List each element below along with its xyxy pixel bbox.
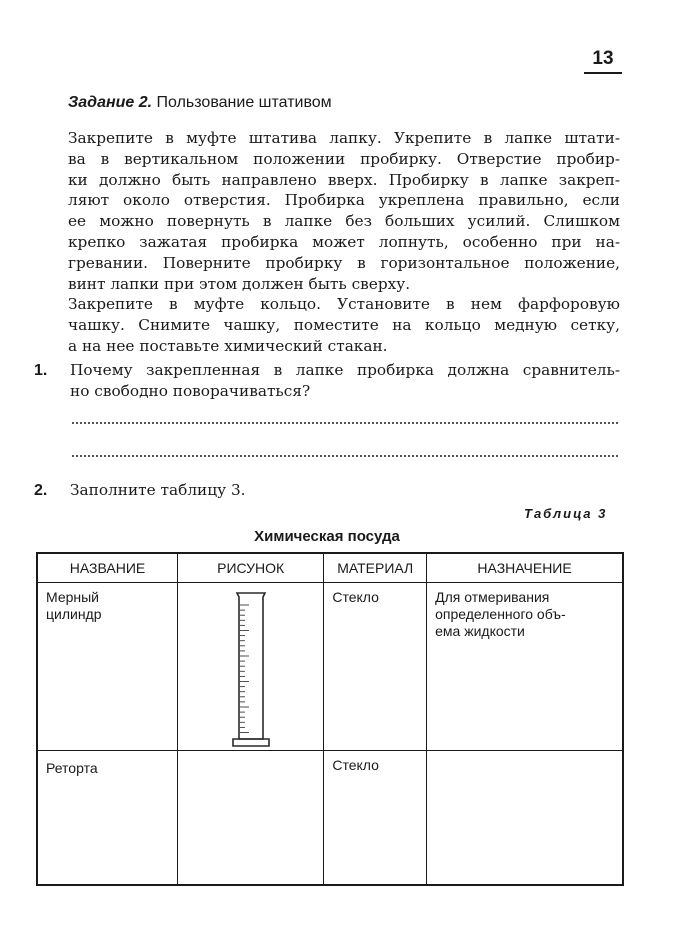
text-line: чашку. Снимите чашку, поместите на кольцо медную сетку,	[68, 315, 620, 334]
task-label: Задание 2.	[68, 94, 153, 111]
question-2-text	[70, 480, 620, 501]
cell-purpose[interactable]	[427, 583, 623, 751]
table-label: Таблица 3	[524, 506, 608, 521]
instructions-paragraph-1	[68, 128, 620, 294]
cell-name[interactable]	[37, 583, 177, 751]
text-line: Закрепите в муфте кольцо. Установите в нем фарфоровую	[68, 295, 620, 313]
text-line: Почему закрепленная в лапке пробирка должна сравнитель-	[70, 361, 620, 379]
header-name: НАЗВАНИЕ	[37, 553, 177, 583]
text-line: Заполните таблицу 3.	[70, 481, 246, 499]
text-line: ва в вертикальном положении пробирку. Отверстие пробир-	[68, 149, 620, 168]
table-row	[37, 751, 623, 886]
cell-material[interactable]	[324, 583, 427, 751]
cell-picture[interactable]	[177, 583, 323, 751]
table-row	[37, 583, 623, 751]
text-line: Закрепите в муфте штатива лапку. Укрепите в лапке штати-	[68, 129, 620, 147]
text-line: ее можно повернуть в лапке без больших усилий. Слишком	[68, 212, 620, 231]
text-line: но свободно поворачиваться?	[70, 381, 311, 400]
cell-material[interactable]	[324, 751, 427, 886]
measuring-cylinder-icon	[229, 591, 273, 749]
name-line: цилиндр	[46, 606, 102, 622]
material-value: Стекло	[332, 757, 379, 773]
purpose-line: определенного объ-	[435, 606, 566, 622]
question-1-text	[70, 360, 620, 402]
cell-purpose[interactable]	[427, 751, 623, 886]
instructions-paragraph-2	[68, 294, 620, 356]
table-caption: Химическая посуда	[254, 528, 400, 545]
name-line: Реторта	[46, 760, 98, 776]
cell-picture[interactable]	[177, 751, 323, 886]
text-line: ляют около отверстия. Пробирка укреплена правильно, если	[68, 191, 620, 210]
purpose-line: Для отмеривания	[435, 589, 550, 605]
task-heading	[68, 94, 332, 112]
page-number: 13	[584, 48, 622, 74]
question-2-number: 2.	[34, 482, 48, 499]
header-material: МАТЕРИАЛ	[324, 553, 427, 583]
question-1-number: 1.	[34, 362, 48, 379]
header-purpose: НАЗНАЧЕНИЕ	[427, 553, 623, 583]
text-line: винт лапки при этом должен быть сверху.	[68, 274, 411, 293]
header-picture: РИСУНОК	[177, 553, 323, 583]
table-header-row	[37, 553, 623, 583]
cell-name[interactable]	[37, 751, 177, 886]
answer-line-1[interactable]	[72, 422, 618, 424]
task-title: Пользование штативом	[156, 94, 332, 111]
name-line: Мерный	[46, 589, 100, 605]
text-line: а на нее поставьте химический стакан.	[68, 336, 388, 355]
text-line: крепко зажатая пробирка может лопнуть, особенно при на-	[68, 232, 620, 251]
material-value: Стекло	[332, 589, 379, 605]
text-line: гревании. Поверните пробирку в горизонтальное положение,	[68, 253, 620, 272]
text-line: ки должно быть направлено вверх. Пробирку в лапке закреп-	[68, 170, 620, 189]
chemical-glassware-table	[36, 552, 624, 886]
answer-line-2[interactable]	[72, 455, 618, 457]
purpose-line: ема жидкости	[435, 623, 525, 639]
